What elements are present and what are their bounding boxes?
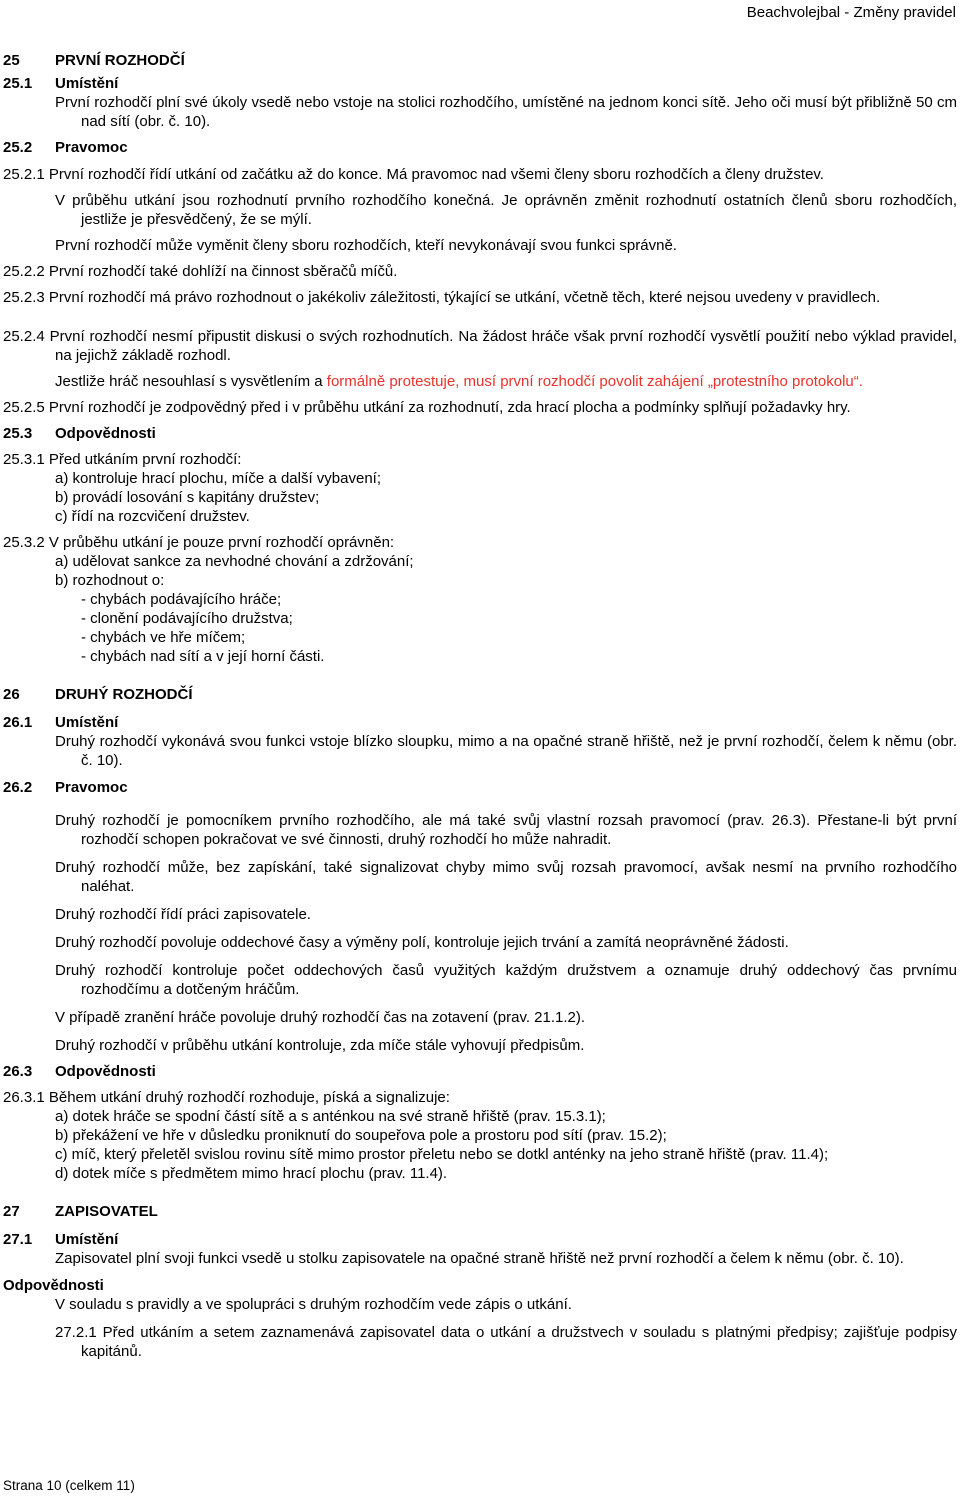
paragraph-26-2-g: Druhý rozhodčí v průběhu utkání kontroluje, zda míče stále vyhovují předpisům. — [55, 1037, 585, 1054]
subsection-title: Pravomoc — [55, 779, 128, 796]
subsection-number: 26.1 — [3, 714, 33, 731]
rule-25-2-1: 25.2.1 První rozhodčí řídí utkání od začátku až do konce. Má pravomoc nad všemi členy sboru rozhodčích a členy družstev. — [3, 166, 824, 183]
list-subitem: - chybách ve hře míčem; — [81, 629, 246, 646]
paragraph-26-2-c: Druhý rozhodčí řídí práci zapisovatele. — [55, 906, 311, 923]
list-subitem: - clonění podávajícího družstva; — [81, 610, 293, 627]
subsection-title: Odpovědnosti — [55, 1063, 156, 1080]
list-item: b) rozhodnout o: — [55, 572, 165, 589]
rule-25-2-3: 25.2.3 První rozhodčí má právo rozhodnout o jakékoliv záležitosti, týkající se utkání, včetně těch, které nejsou uvedeny v pravidlech. — [3, 289, 881, 306]
paragraph-27-2: V souladu s pravidly a ve spolupráci s druhým rozhodčím vede zápis o utkání. — [55, 1296, 572, 1313]
subsection-number: 25.1 — [3, 75, 33, 92]
list-25-3-1 — [55, 469, 957, 526]
rule-26-3-1: 26.3.1 Během utkání druhý rozhodčí rozhoduje, píská a signalizuje: — [3, 1089, 450, 1106]
subsection-number: 26.3 — [3, 1063, 33, 1080]
paragraph-26-2-a: Druhý rozhodčí je pomocníkem prvního rozhodčího, ale má také svůj vlastní rozsah pravomocí (prav. 26.3). Přestane-li být první rozhodčí schopen pokračovat ve své činnosti, druhý rozhodčí ho může nahradit. — [55, 812, 957, 848]
list-subitem: - chybách nad sítí a v její horní části. — [81, 648, 325, 665]
subsection-heading-26-1 — [3, 713, 957, 732]
list-item: b) provádí losování s kapitány družstev; — [55, 489, 320, 506]
list-item: a) udělovat sankce za nevhodné chování a zdržování; — [55, 553, 414, 570]
subsection-title: Odpovědnosti — [55, 425, 156, 442]
section-heading-25 — [3, 51, 957, 70]
subsection-title: Umístění — [55, 714, 119, 731]
subsection-title: Pravomoc — [55, 139, 128, 156]
list-item: a) kontroluje hrací plochu, míče a další vybavení; — [55, 470, 382, 487]
paragraph-25-2-1a: V průběhu utkání jsou rozhodnutí prvního rozhodčího konečná. Je oprávněn změnit rozhodnutí ostatních členů sboru rozhodčích, jestliže je přesvědčený, že se mýlí. — [55, 192, 957, 228]
section-number: 25 — [3, 52, 20, 69]
rule-25-2-4: 25.2.4 První rozhodčí nesmí připustit diskusi o svých rozhodnutích. Na žádost hráče však první rozhodčí vysvětlí použití nebo výklad pravidel, na jejichž základě rozhodl. — [3, 328, 957, 364]
subsection-heading-25-2 — [3, 138, 957, 157]
protest-text: Jestliže hráč nesouhlasí s vysvětlením a — [55, 373, 327, 390]
subsection-title: Odpovědnosti — [3, 1277, 104, 1294]
list-item: a) dotek hráče se spodní částí sítě a s anténkou na své straně hřiště (prav. 15.3.1); — [55, 1108, 606, 1125]
paragraph-25-1: První rozhodčí plní své úkoly vsedě nebo vstoje na stolici rozhodčího, umístěné na jednom konci sítě. Jeho oči musí být přibližně 50 cm nad sítí (obr. č. 10). — [55, 94, 957, 130]
subsection-heading-25-3 — [3, 424, 957, 443]
list-26-3-1 — [55, 1107, 957, 1183]
paragraph-27-1: Zapisovatel plní svoji funkci vsedě u stolku zapisovatele na opačné straně hřiště než první rozhodčí a čelem k němu (obr. č. 10). — [55, 1250, 904, 1267]
subsection-number: 27.1 — [3, 1231, 33, 1248]
subsection-heading-27-2 — [3, 1276, 957, 1295]
subsection-title: Umístění — [55, 1231, 119, 1248]
rule-25-3-1: 25.3.1 Před utkáním první rozhodčí: — [3, 451, 242, 468]
document-body — [3, 51, 957, 1361]
paragraph-26-1: Druhý rozhodčí vykonává svou funkci vstoje blízko sloupku, mimo a na opačné straně hřiště, než je první rozhodčí, čelem k němu (obr. č. 10). — [55, 733, 957, 769]
paragraph-26-2-b: Druhý rozhodčí může, bez zapískání, také signalizovat chyby mimo svůj rozsah pravomocí, avšak nesmí na prvního rozhodčího naléhat. — [55, 859, 957, 895]
page-header-title: Beachvolejbal - Změny pravidel — [746, 4, 956, 21]
list-item: c) řídí na rozcvičení družstev. — [55, 508, 250, 525]
protest-highlight: formálně protestuje, musí první rozhodčí povolit zahájení „protestního protokolu“. — [326, 373, 863, 390]
rule-27-2-1: 27.2.1 Před utkáním a setem zaznamenává zapisovatel data o utkání a družstvech v souladu s platnými předpisy; zajišťuje podpisy kapitánů. — [55, 1324, 957, 1360]
section-number: 26 — [3, 686, 20, 703]
section-title: PRVNÍ ROZHODČÍ — [55, 52, 185, 69]
section-heading-27 — [3, 1202, 957, 1221]
paragraph-25-2-1b: První rozhodčí může vyměnit členy sboru rozhodčích, kteří nevykonávají svou funkci správně. — [55, 237, 677, 254]
paragraph-25-2-4a — [55, 372, 957, 391]
subsection-number: 25.3 — [3, 425, 33, 442]
section-heading-26 — [3, 685, 957, 704]
subsection-heading-26-3 — [3, 1062, 957, 1081]
subsection-number: 25.2 — [3, 139, 33, 156]
list-subitem: - chybách podávajícího hráče; — [81, 591, 282, 608]
section-title: DRUHÝ ROZHODČÍ — [55, 686, 193, 703]
section-number: 27 — [3, 1203, 20, 1220]
list-25-3-2 — [55, 552, 957, 666]
section-title: ZAPISOVATEL — [55, 1203, 158, 1220]
subsection-heading-26-2 — [3, 778, 957, 797]
list-item: d) dotek míče s předmětem mimo hrací plochu (prav. 11.4). — [55, 1165, 448, 1182]
subsection-heading-25-1 — [3, 74, 957, 93]
paragraph-26-2-e: Druhý rozhodčí kontroluje počet oddechových časů využitých každým družstvem a oznamuje druhý oddechový čas prvnímu rozhodčímu a dotčeným hráčům. — [55, 962, 957, 998]
paragraph-26-2-d: Druhý rozhodčí povoluje oddechové časy a výměny polí, kontroluje jejich trvání a zamítá neoprávněné žádosti. — [55, 934, 789, 951]
subsection-heading-27-1 — [3, 1230, 957, 1249]
subsection-title: Umístění — [55, 75, 119, 92]
rule-25-2-5: 25.2.5 První rozhodčí je zodpovědný před i v průběhu utkání za rozhodnutí, zda hrací plocha a podmínky splňují požadavky hry. — [3, 399, 851, 416]
rule-25-2-2: 25.2.2 První rozhodčí také dohlíží na činnost sběračů míčů. — [3, 263, 398, 280]
rule-25-3-2: 25.3.2 V průběhu utkání je pouze první rozhodčí oprávněn: — [3, 534, 395, 551]
list-item: b) překážení ve hře v důsledku proniknutí do soupeřova pole a prostoru pod sítí (prav. 15.2); — [55, 1127, 667, 1144]
list-item: c) míč, který přeletěl svislou rovinu sítě mimo prostor přeletu nebo se dotkl anténky na jeho straně hřiště (prav. 11.4); — [55, 1146, 829, 1163]
subsection-number: 26.2 — [3, 779, 33, 796]
paragraph-26-2-f: V případě zranění hráče povoluje druhý rozhodčí čas na zotavení (prav. 21.1.2). — [55, 1009, 586, 1026]
page-footer-number: Strana 10 (celkem 11) — [3, 1478, 135, 1493]
